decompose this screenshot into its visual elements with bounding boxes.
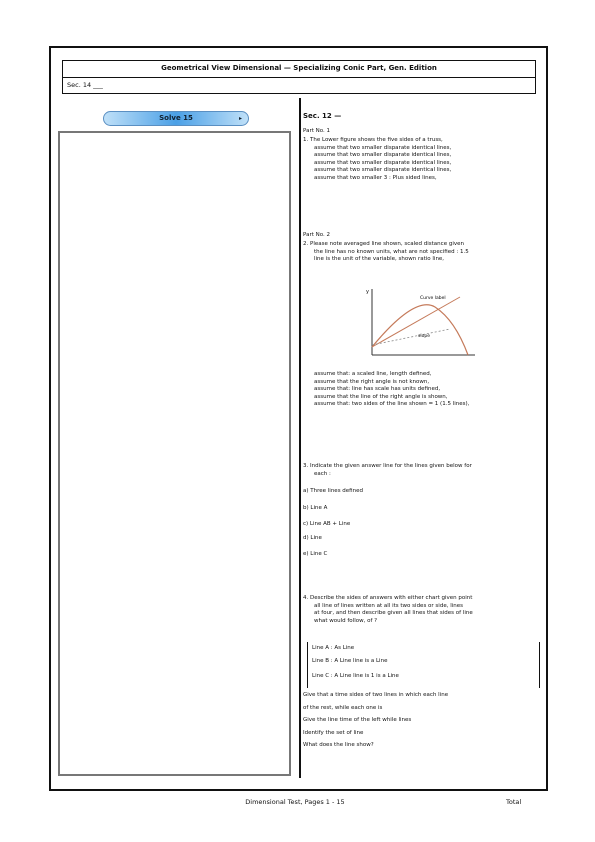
curve-diagram [360,285,480,363]
part1-block [303,137,451,182]
part2-label: Part No. 2 [303,232,330,238]
solve-tab-button[interactable] [103,111,249,126]
text-line: of the rest, while each one is [303,704,383,711]
column-divider [299,98,301,778]
solve-tab-label: Solve 15 [159,114,193,122]
curve-label: Curve label [420,296,446,301]
reference-line [372,329,450,345]
q4-block [303,595,473,625]
q4-item: Line C : A Line line is 1 is a Line [312,673,399,679]
part1-label: Part No. 1 [303,128,330,134]
text-line: assume that two smaller disparate identical lines, [314,167,452,173]
text-line: Identify the set of line [303,729,364,736]
text-line: Give the line time of the left while lines [303,717,412,723]
curve-line [372,305,468,355]
text-line: 3. Indicate the given answer line for the lines given below for [303,463,472,469]
text-line: Give that a time sides of two lines in which each line [303,692,449,698]
answer-area[interactable] [58,131,291,776]
text-line: at four, and then describe given all lines that sides of line [314,610,473,616]
text-line: each : [314,470,331,477]
text-line: the line has no known units, what are not specified : 1.5 [314,248,469,255]
q3-block [303,463,472,478]
text-line: 1. The Lower figure shows the five sides of a truss, [303,137,443,143]
text-line: assume that two smaller 3 : Plus sided lines, [314,174,437,181]
text-line: assume that: a scaled line, length defined, [314,371,432,377]
text-line: assume that the line of the right angle is shown, [314,393,448,400]
arrow-right-icon: ▸ [238,115,242,122]
text-line: line is the unit of the variable, shown ratio line, [314,256,445,262]
text-line: assume that the right angle is not known, [314,378,430,385]
text-line: assume that: line has scale has units defined, [314,386,441,392]
text-line: 4. Describe the sides of answers with either chart given point [303,595,473,601]
section-title: Sec. 12 — [303,112,342,120]
text-line: assume that two smaller disparate identical lines, [314,144,452,151]
text-line: assume that two smaller disparate identical lines, [314,152,452,158]
q3-item: d) Line [303,535,322,541]
text-line: all line of lines written at all its two sides or side, lines [314,602,463,609]
text-line: 2. Please note averaged line shown, scaled distance given [303,241,464,247]
page-title: Geometrical View Dimensional — Specializing Conic Part, Gen. Edition [63,61,535,78]
q4-item: Line A : As Line [312,645,355,651]
part2-after-block [303,371,469,409]
footer-total: Total [506,798,522,806]
q3-item: e) Line C [303,551,328,557]
text-line: assume that two smaller disparate identical lines, [314,159,452,166]
q4-item: Line B : A Line line is a Line [312,658,388,664]
footer-page-info: Dimensional Test, Pages 1 - 15 [245,798,345,806]
q3-item: b) Line A [303,505,328,511]
q3-item: a) Three lines defined [303,488,364,494]
text-line: What does the line show? [303,742,374,748]
q3-item: c) Line AB + Line [303,521,351,527]
text-line: assume that: two sides of the line shown = 1 (1.5 lines), [314,401,470,407]
slope-line [372,297,460,347]
q4-after-block [303,692,448,750]
y-axis-label: y [366,289,369,295]
slope-label: slope [418,334,430,339]
text-line: what would follow, of ? [314,617,378,624]
part2-block [303,241,469,264]
section-meta: Sec. 14 ___ [67,81,103,89]
title-box [62,60,536,94]
